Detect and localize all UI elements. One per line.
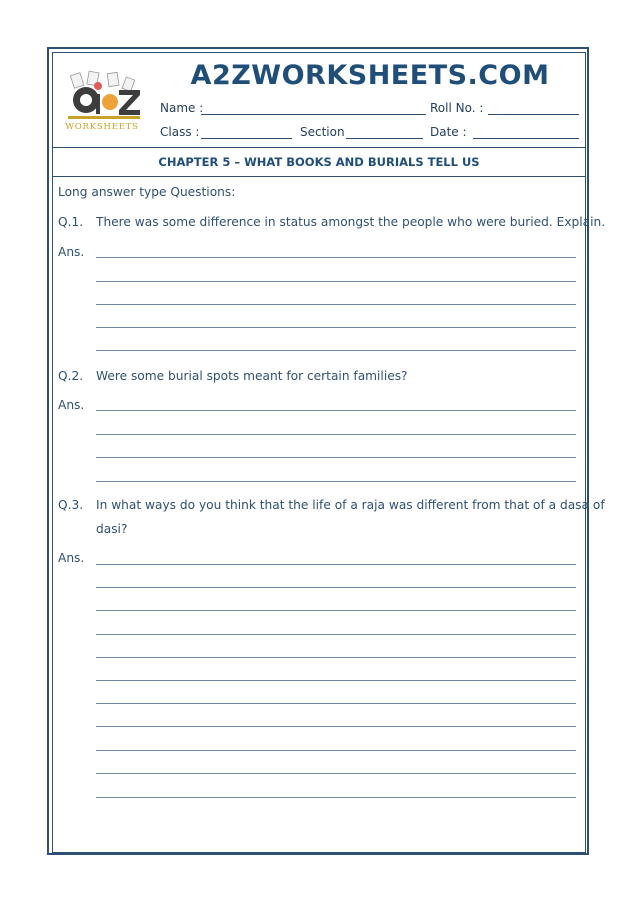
date-blank[interactable]: [473, 138, 579, 139]
answer-line[interactable]: [96, 257, 576, 258]
answer-line[interactable]: [96, 434, 576, 435]
roll-no-label: Roll No. :: [430, 101, 484, 115]
answer-line[interactable]: [96, 797, 576, 798]
logo-wordmark: WORKSHEETS: [65, 122, 139, 132]
answer-label: Ans.: [58, 245, 85, 259]
answer-line[interactable]: [96, 281, 576, 282]
answer-line[interactable]: [96, 634, 576, 635]
site-title: A2ZWORKSHEETS.COM: [190, 60, 550, 91]
roll-no-blank[interactable]: [488, 114, 579, 115]
answer-line[interactable]: [96, 680, 576, 681]
question-text-continued: dasi?: [96, 522, 128, 536]
name-label: Name :: [160, 101, 204, 115]
answer-label: Ans.: [58, 551, 85, 565]
header-divider: [52, 147, 586, 148]
name-blank[interactable]: [201, 114, 426, 115]
section-label: Section: [300, 125, 345, 139]
answer-line[interactable]: [96, 481, 576, 482]
chapter-title: CHAPTER 5 – WHAT BOOKS AND BURIALS TELL US: [158, 155, 480, 169]
class-blank[interactable]: [201, 138, 292, 139]
answer-line[interactable]: [96, 773, 576, 774]
question-text: Were some burial spots meant for certain families?: [96, 369, 408, 383]
answer-line[interactable]: [96, 410, 576, 411]
answer-line[interactable]: [96, 457, 576, 458]
answer-line[interactable]: [96, 327, 576, 328]
answer-line[interactable]: [96, 726, 576, 727]
date-label: Date :: [430, 125, 467, 139]
answer-line[interactable]: [96, 750, 576, 751]
class-label: Class :: [160, 125, 200, 139]
answer-line[interactable]: [96, 304, 576, 305]
answer-line[interactable]: [96, 610, 576, 611]
answer-label: Ans.: [58, 398, 85, 412]
section-blank[interactable]: [346, 138, 423, 139]
answer-line[interactable]: [96, 350, 576, 351]
chapter-divider: [52, 176, 586, 177]
page-border-inner: [52, 52, 586, 853]
section-heading: Long answer type Questions:: [58, 185, 236, 199]
question-number: Q.3.: [58, 498, 84, 512]
question-number: Q.2.: [58, 369, 84, 383]
answer-line[interactable]: [96, 564, 576, 565]
answer-line[interactable]: [96, 657, 576, 658]
question-text: In what ways do you think that the life of a raja was different from that of a dasa of: [96, 498, 605, 512]
question-text: There was some difference in status amongst the people who were buried. Explain.: [96, 215, 606, 229]
answer-line[interactable]: [96, 703, 576, 704]
question-number: Q.1.: [58, 215, 84, 229]
answer-line[interactable]: [96, 587, 576, 588]
